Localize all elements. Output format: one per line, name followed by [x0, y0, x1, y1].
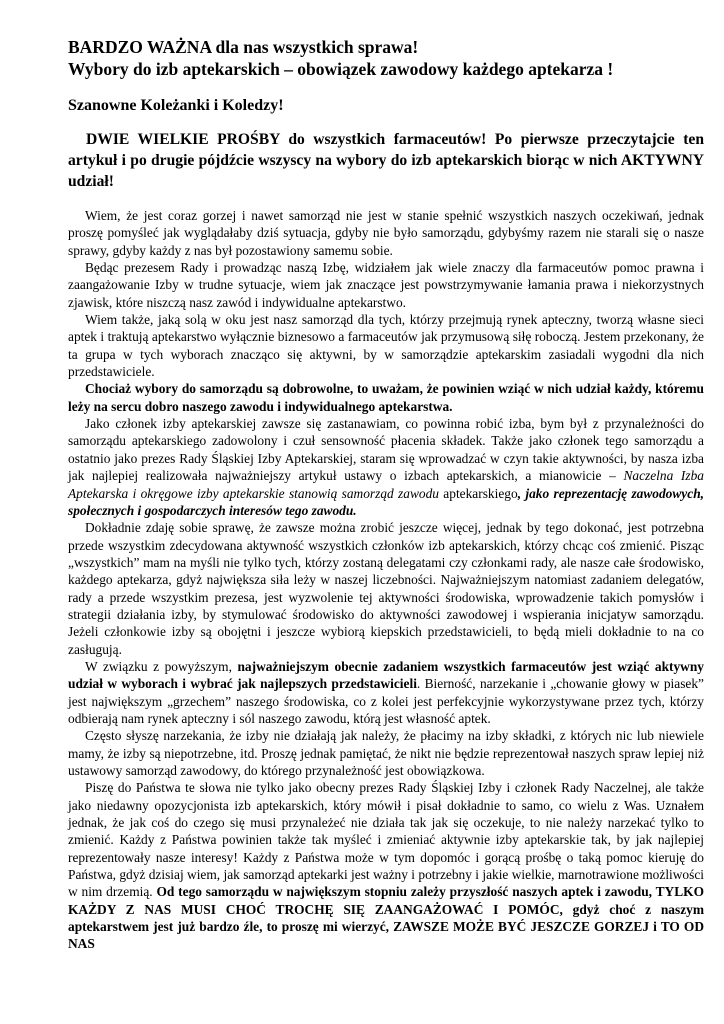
request-paragraph: DWIE WIELKIE PROŚBY do wszystkich farmaceutów! Po pierwsze przeczytajcie ten artykuł i po drugie pójdźcie wszyscy na wybory do izb aptekarskich biorąc w nich AKTYWNY udział!	[68, 131, 704, 190]
p9-text: Piszę do Państwa te słowa nie tylko jako obecny prezes Rady Śląskiej Izby i członek Rady Naczelnej, ale także jako niedawny opozycjonista izb aptekarskich, który mówił i pisał dokładnie to samo, co wielu z Was. Uznałem jednak, że jak coś do czego się musi przynależeć nie działa tak jak się oczekuje, to nie należy narzekać tylko to zmienić. Każdy z Państwa powinien także tak myśleć i zmieniać aktywnie izby aptekarskie tak, by jak najlepiej reprezentowały nasze interesy! Każdy z Państwa może w tym dopomóc i gorącą prośbę o taką pomoc kieruję do Państwa, gdyż dzisiaj wiem, jak samorząd aptekarki jest ważny i potrzebny i jakie wielkie, marnotrawione możliwości w nim drzemią.	[68, 780, 704, 900]
paragraph-9	[68, 779, 704, 952]
paragraph-1: Wiem, że jest coraz gorzej i nawet samorząd nie jest w stanie spełnić wszystkich naszych oczekiwań, jednak proszę pomyśleć jak wyglądałaby dziś sytuacja, gdyby nie było samorządu, gdybyśmy razem nie starali się o nasze sprawy, gdyby każdy z nas był pozostawiony samemu sobie.	[68, 208, 704, 258]
p9-bold: Od tego samorządu w największym stopniu zależy przyszłość naszych aptek i zawodu, TYLKO KAŻDY Z NAS MUSI CHOĆ TROCHĘ SIĘ ZAANGAŻOWAĆ I POMÓC, gdyż choć z naszym aptekarstwem jest już bardzo źle, to proszę mi wierzyć, ZAWSZE MOŻE BYĆ JESZCZE GORZEJ i TO OD NAS	[68, 884, 704, 952]
p7-text: W związku z powyższym,	[85, 658, 238, 674]
p7-bold: najważniejszym obecnie zadaniem wszystkich farmaceutów jest wziąć aktywny udział w wyborach i wybrać jak najlepszych przedstawicieli	[68, 658, 704, 692]
greeting: Szanowne Koleżanki i Koledzy!	[68, 97, 284, 114]
p5-italic-quote: Naczelna Izba Aptekarska i okręgowe izby aptekarskie stanowią samorząd zawodu	[68, 468, 704, 501]
paragraph-3: Wiem także, jaką solą w oku jest nasz samorząd dla tych, którzy przejmują rynek apteczny, tworzą własne sieci aptek i traktują aptekarstwo wyłącznie biznesowo a farmaceutów jak przymusową siłę roboczą. Jestem przekonany, że ta grupa w tych wyborach znacząco się aktywni, by w samorządzie aptekarskim zasiadali wygodni dla nich przedstawiciele.	[68, 312, 704, 380]
paragraph-6: Dokładnie zdaję sobie sprawę, że zawsze można zrobić jeszcze więcej, jednak by tego dokonać, jest potrzebna przede wszystkim zdecydowana aktywność wszystkich członków izb aptekarskich, którzy chcąc coś zmienić. Pisząc „wszystkich” mam na myśli nie tylko tych, którzy zostaną delegatami czy członkami rady, ale nasze całe środowisko, każdego aptekarza, gdyż największa siła leży w naszej liczebności. Najważniejszym natomiast zadaniem delegatów, rady a przede wszystkim prezesa, jest wyzwolenie tej aktywności środowiska, wprowadzenie takich pomysłów i strategii działania izby, by stymulować środowisko do aktywności zawodowej i wspierania inicjatyw samorządu. Jeżeli członkowie izby są obojętni i jeszcze wybiorą kiepskich przedstawicieli, to będą mieli dokładnie to na co zasługują.	[68, 520, 704, 657]
paragraph-4-bold: Chociaż wybory do samorządu są dobrowolne, to uważam, że powinien wziąć w nich udział każdy, któremu leży na sercu dobro naszego zawodu i indywidualnego aptekarstwa.	[68, 381, 704, 414]
paragraph-7	[68, 658, 704, 727]
paragraph-8: Często słyszę narzekania, że izby nie działają jak należy, że płacimy na izby składki, z których nic lub niewiele mamy, że izby są niepotrzebne, itd. Proszę jednak pamiętać, że nikt nie będzie reprezentował naszych spraw lepiej niż ustawowy samorząd zawodowy, do którego przynależność jest obowiązkowa.	[68, 728, 704, 778]
title-line-1: BARDZO WAŻNA dla nas wszystkich sprawa!	[68, 37, 419, 57]
document-page	[68, 36, 704, 953]
article-body	[68, 207, 704, 953]
p5-bold-italic: , jako reprezentację zawodowych, społecznych i gospodarczych interesów tego zawodu.	[68, 485, 704, 518]
p5-text-2: aptekarskiego	[438, 485, 518, 501]
p7-text-2: . Bierność, narzekanie i „chowanie głowy w piasek” jest największym „grzechem” naszego środowiska, co z kolei jest perfekcyjnie wykorzystywane przez tych, którzy odbierają nam rynek apteczny i sól naszego zawodu, którą jest własność aptek.	[68, 676, 704, 726]
p5-text: Jako członek izby aptekarskiej zawsze się zastanawiam, co powinna robić izba, bym był z przynależności do samorządu aptekarskiego zadowolony i czuł sensowność płacenia składek. Także jako członek tego samorządu a ostatnio jako prezes Rady Śląskiej Izby Aptekarskiej, staram się wprowadzać w czyn takie aktywności, by nasza izba jak najlepiej realizowała najważniejszy artykuł ustawy o izbach aptekarskich, a mianowicie –	[68, 416, 704, 484]
paragraph-2: Będąc prezesem Rady i prowadząc naszą Izbę, widziałem jak wiele znaczy dla farmaceutów pomoc prawna i zaangażowanie Izby w trudne sytuacje, wiem jak znaczące jest powstrzymywanie łamania prawa i niekorzystnych zjawisk, które niszczą nasz zawód i indywidualne aptekarstwo.	[68, 260, 704, 310]
paragraph-5	[68, 415, 704, 519]
title-line-2: Wybory do izb aptekarskich – obowiązek zawodowy każdego aptekarza !	[68, 59, 614, 79]
